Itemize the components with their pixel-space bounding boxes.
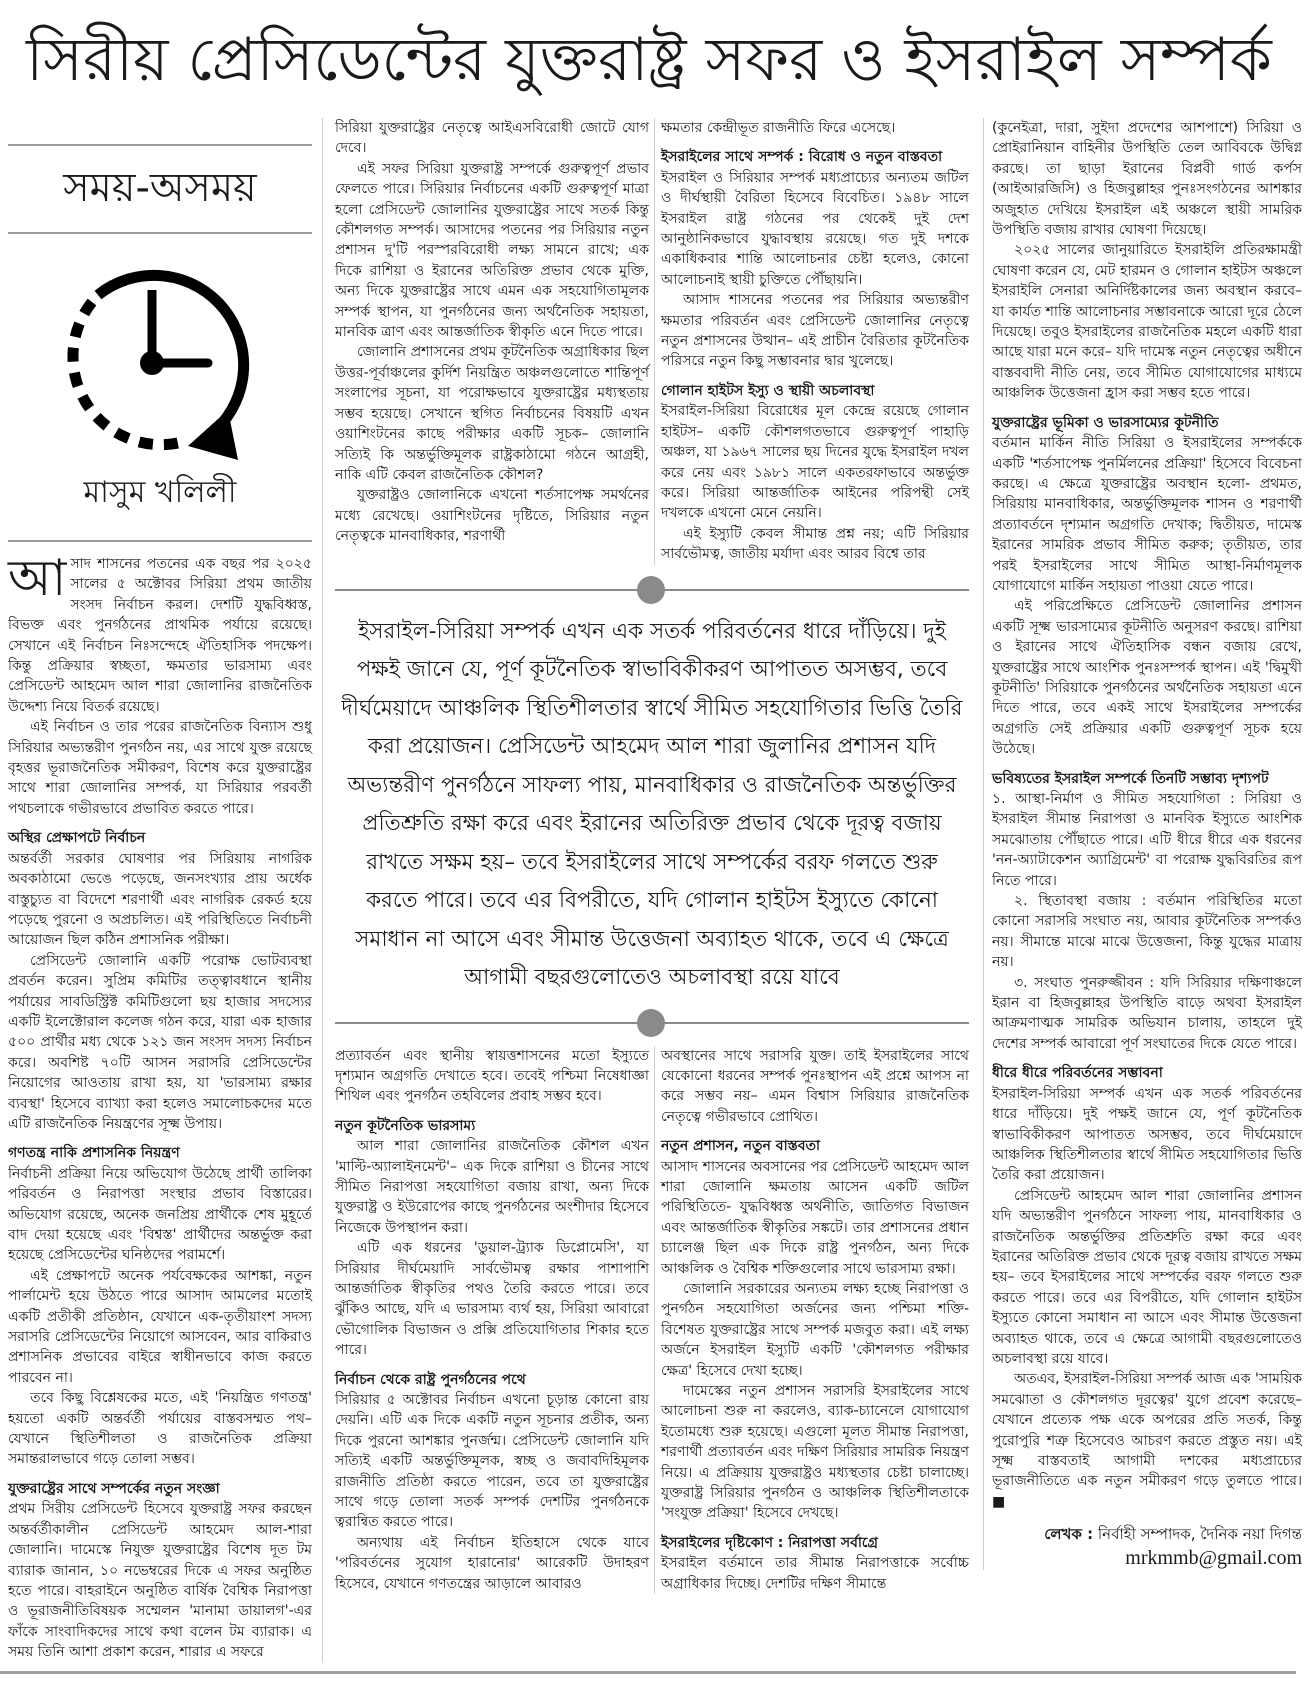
paragraph: সিরিয়া যুক্তরাষ্ট্রের নেতৃত্বে আইএসবিরোধী জোটে যোগ দেবে। (335, 120, 649, 157)
subheading: অস্থির প্রেক্ষাপটে নির্বাচন (8, 830, 146, 847)
left-column (8, 118, 323, 1663)
subheading: নতুন কূটনৈতিক ভারসাম্য (335, 1117, 476, 1134)
paragraph: ইসরাইল-সিরিয়া বিরোধের মূল কেন্দ্রে রয়েছে গোলান হাইটস– একটি কৌশলগতভাবে গুরুত্বপূর্ণ পাহাড়ি অঞ্চল, যা ১৯৬৭ সালের ছয় দিনের যুদ্ধে ইসরাইল দখল করে নেয় এবং ১৯৮১ সালে একতরফাভাবে অন্তর্ভুক্ত করে। সিরিয়া আন্তর্জাতিক আইনের পরিপন্থী সেই দখলকে এখনো মেনে নেয়নি। (661, 403, 969, 522)
article-body (0, 110, 1314, 1663)
paragraph: অবস্থানের সাথে সরাসরি যুক্ত। তাই ইসরাইলের সাথে যেকোনো ধরনের সম্পর্ক পুনঃস্থাপন এই প্রশ্নে আপস না করে সম্ভব নয়– এমন বিশ্বাস সিরিয়ার রাজনৈতিক নেতৃত্বে গভীরভাবে প্রোথিত। (661, 1047, 969, 1125)
drop-cap: আ (8, 549, 67, 607)
subheading: ইসরাইলের দৃষ্টিকোণ : নিরাপত্তা সর্বাগ্রে (661, 1534, 879, 1551)
paragraph: এটি এক ধরনের 'ডুয়াল-ট্র্যাক ডিপ্লোমেসি', যা সিরিয়ার দীর্ঘমেয়াদি সার্বভৌমত্ব রক্ষার পাশাপাশি আন্তর্জাতিক স্বীকৃতির পথও তৈরি করতে পারে। তবে ঝুঁকিও আছে, যদি এ ভারসাম্য ব্যর্থ হয়, সিরিয়া আবারো ভৌগোলিক বিভাজন ও প্রক্সি প্রতিযোগিতার শিকার হতে পারে। (335, 1240, 649, 1359)
paragraph: ক্ষমতার কেন্দ্রীভূত রাজনীতি ফিরে এসেছে। (661, 120, 896, 136)
author-rule (8, 540, 312, 542)
subheading: ইসরাইলের সাথে সম্পর্ক : বিরোধ ও নতুন বাস্তবতা (661, 149, 943, 166)
author-email[interactable]: mrkmmb@gmail.com (1125, 1547, 1302, 1570)
paragraph: তবে কিছু বিশ্লেষকের মতে, এই 'নিয়ন্ত্রিত গণতন্ত্র' হয়তো একটি অন্তর্বর্তী পর্যায়ের বাস্তবসম্মত পথ– যেখানে স্থিতিশীলতা ও রাজনৈতিক প্রক্রিয়া সমান্তরালভাবে গড়ে তোলা সম্ভব। (8, 1390, 312, 1468)
paragraph: দামেস্কের নতুন প্রশাসন সরাসরি ইসরাইলের সাথে আলোচনা শুরু না করলেও, ব্যাক-চ্যানেলে যোগাযোগ ইতোমধ্যে শুরু হয়েছে। এগুলো মূলত সীমান্ত নিরাপত্তা, শরণার্থী প্রত্যাবর্তন এবং দক্ষিণ সিরিয়ার সামরিক নিয়ন্ত্রণ নিয়ে। এ প্রক্রিয়ায় যুক্তরাষ্ট্রও মধ্যস্থতার চেষ্টা চালাচ্ছে। যুক্তরাষ্ট্র সিরিয়ার পুনর্গঠন ও আঞ্চলিক স্থিতিশীলতাকে 'সংযুক্ত প্রক্রিয়া' হিসেবে দেখছে। (661, 1383, 969, 1522)
subheading: ধীরে ধীরে পরিবর্তনের সম্ভাবনা (992, 1065, 1163, 1082)
paragraph: ২০২৫ সালের জানুয়ারিতে ইসরাইলি প্রতিরক্ষামন্ত্রী ঘোষণা করেন যে, মেট হারমন ও গোলান হাইটস অঞ্চলে ইসরাইলি সেনারা অনির্দিষ্টকালের জন্য অবস্থান করবে– যা কার্যত শান্তি আলোচনার সম্ভাবনাকে আরো দূরে ঠেলে দিয়েছে। তবুও ইসরাইলের রাজনৈতিক মহলে একটি ধারা আছে যারা মনে করে– যদি দামেস্ক নতুন নেতৃত্বের অধীনে বাস্তববাদী নীতি নেয়, তবে সীমিত যোগাযোগের মাধ্যমে আঞ্চলিক উত্তেজনা হ্রাস করা সম্ভব হতে পারে। (992, 242, 1302, 402)
byline-label: লেখক : (1044, 1525, 1094, 1544)
paragraph: ১. আস্থা-নির্মাণ ও সীমিত সহযোগিতা : সিরিয়া ও ইসরাইল সীমান্ত নিরাপত্তা ও মানবিক ইস্যুতে আংশিক সমঝোতায় পৌঁছাতে পারে। এটি ধীরে ধীরে এক ধরনের 'নন-অ্যাটাকেশন অ্যাগ্রিমেন্ট' বা পরোক্ষ যুদ্ধবিরতির রূপ নিতে পারে। (992, 791, 1302, 889)
headline: সিরীয় প্রেসিডেন্টের যুক্তরাষ্ট্র সফর ও ইসরাইল সম্পর্ক (26, 25, 1272, 95)
subheading: ভবিষ্যতের ইসরাইল সম্পর্কে তিনটি সম্ভাব্য দৃশ্যপট (992, 770, 1269, 787)
paragraph: ইসরাইল ও সিরিয়ার সম্পর্ক মধ্যপ্রাচ্যের অন্যতম জটিল ও দীর্ঘস্থায়ী বৈরিতা হিসেবে বিবেচিত। ১৯৪৮ সালে ইসরাইল রাষ্ট্র গঠনের পর থেকেই দুই দেশ আনুষ্ঠানিকভাবে যুদ্ধাবস্থায় রয়েছে। গত দুই দশকে একাধিকবার শান্তি আলোচনার চেষ্টা হলেও, কোনো আলোচনাই স্থায়ী চুক্তিতে পৌঁছায়নি। (661, 169, 969, 288)
paragraph: জোলানি সরকারের অন্যতম লক্ষ্য হচ্ছে নিরাপত্তা ও পুনর্গঠন সহযোগিতা অর্জনের জন্য পশ্চিমা শক্তি-বিশেষত যুক্তরাষ্ট্রের সাথে সম্পর্ক মজবুত করা। এই লক্ষ্য অর্জনে ইসরাইল ইস্যুটি একটি 'কৌশলগত পরীক্ষার ক্ষেত্র' হিসেবে দেখা হচ্ছে। (661, 1281, 969, 1379)
divider-dot (637, 1009, 665, 1037)
paragraph: আসাদ শাসনের পতনের পর সিরিয়ার অভ্যন্তরীণ ক্ষমতার পরিবর্তন এবং প্রেসিডেন্ট জোলানির নেতৃত্বে নতুন প্রশাসনের উত্থান– এই প্রাচীন বৈরিতার কূটনৈতিক পরিসরে নতুন কিছু সম্ভাবনার দ্বার খুলেছে। (661, 292, 969, 370)
paragraph: এই নির্বাচন ও তার পরের রাজনৈতিক বিন্যাস শুধু সিরিয়ার অভ্যন্তরীণ পুনর্গঠন নয়, এর সাথে যুক্ত রয়েছে বৃহত্তর ভূরাজনৈতিক সমীকরণ, বিশেষ করে যুক্তরাষ্ট্রের সাথে শারা জোলানির সম্পর্ক, যা সিরিয়ার পরবর্তী পথচলাকে গভীরভাবে প্রভাবিত করতে পারে। (8, 719, 312, 817)
pull-quote: ইসরাইল-সিরিয়া সম্পর্ক এখন এক সতর্ক পরিবর্তনের ধারে দাঁড়িয়ে। দুই পক্ষই জানে যে, পূর্ণ কূটনৈতিক স্বাভাবিকীকরণ আপাতত অসম্ভব, তবে দীর্ঘমেয়াদে আঞ্চলিক স্থিতিশীলতার স্বার্থে সীমিত সহযোগিতার ভিত্তি তৈরি করা প্রয়োজন। প্রেসিডেন্ট আহমেদ আল শারা জুলানির প্রশাসন যদি অভ্যন্তরীণ পুনর্গঠনে সাফল্য পায়, মানবাধিকার ও রাজনৈতিক অন্তর্ভুক্তির প্রতিশ্রুতি রক্ষা করে এবং ইরানের অতিরিক্ত প্রভাব থেকে দূরত্ব বজায় রাখতে সক্ষম হয়– তবে ইসরাইলের সাথে সম্পর্কের বরফ গলতে শুরু করতে পারে। তবে এর বিপরীতে, যদি গোলান হাইটস ইস্যুতে কোনো সমাধান না আসে এবং সীমান্ত উত্তেজনা অব্যাহত থাকে, তবে এ ক্ষেত্রে আগামী বছরগুলোতেও অচলাবস্থা রয়ে যাবে (341, 618, 963, 991)
paragraph: আল শারা জোলানির রাজনৈতিক কৌশল এখন 'মাল্টি-অ্যালাইনমেন্ট'– এক দিকে রাশিয়া ও চীনের সাথে সীমিত নিরাপত্তা সহযোগিতা বজায় রাখা, অন্য দিকে যুক্তরাষ্ট্র ও ইউরোপের কাছে পুনর্গঠনের অংশীদার হিসেবে নিজেকে উপস্থাপন করা। (335, 1138, 649, 1236)
paragraph: যুক্তরাষ্ট্রও জোলানিকে এখনো শর্তসাপেক্ষ সমর্থনের মধ্যে রেখেছে। ওয়াশিংটনের দৃষ্টিতে, সিরিয়ার নতুন নেতৃত্বকে মানবাধিকার, শরণার্থী (335, 487, 649, 545)
page-bottom-rule (0, 1671, 1296, 1674)
paragraph: অন্যথায় এই নির্বাচন ইতিহাসে থেকে যাবে 'পরিবর্তনের সুযোগ হারানোর' আরেকটি উদাহরণ হিসেবে, যেখানে গণতন্ত্রের আড়ালে আবারও (335, 1534, 649, 1592)
author-byline (992, 1522, 1302, 1570)
author-name: মাসুম খলিলী (83, 475, 237, 510)
paragraph: প্রত্যাবর্তন এবং স্থানীয় স্বায়ত্তশাসনের মতো ইস্যুতে দৃশ্যমান অগ্রগতি দেখাতে হবে। তবেই পশ্চিমা নিষেধাজ্ঞা শিথিল এবং পুনর্গঠন তহবিলের প্রবাহ সম্ভব হবে। (335, 1047, 649, 1105)
paragraph: অন্তর্বর্তী সরকার ঘোষণার পর সিরিয়ায় নাগরিক অবকাঠামো ভেঙে পড়েছে, জনসংখ্যার প্রায় অর্ধেক বাস্তুচ্যুত বা বিদেশে শরণার্থী এবং নাগরিক রেকর্ড হয়ে পড়েছে পুরনো ও অপ্রচলিত। এই পরিস্থিতিতে নির্বাচনী আয়োজন ছিল কঠিন প্রশাসনিক পরীক্ষা। (8, 850, 312, 949)
column-2-bottom (335, 1046, 649, 1595)
paragraph: সাদ শাসনের পতনের এক বছর পর ২০২৫ সালের ৫ অক্টোবর সিরিয়া প্রথম জাতীয় সংসদ নির্বাচন করল। দেশটি যুদ্ধবিধ্বস্ত, বিভক্ত এবং পুনর্গঠনের প্রাথমিক পর্যায়ে রয়েছে। সেখানে এই নির্বাচন নিঃসন্দেহে ঐতিহাসিক পদক্ষেপ। কিন্তু প্রক্রিয়ার স্বচ্ছতা, ক্ষমতার ভারসাম্য এবং প্রেসিডেন্ট আহমেদ আল শারা জোলানির রাজনৈতিক উদ্দেশ্য নিয়ে বিতর্ক রয়েছে। (8, 556, 312, 715)
byline-role: নির্বাহী সম্পাদক, দৈনিক নয়া দিগন্ত (1093, 1525, 1302, 1544)
clock-with-arrow-icon (60, 250, 260, 470)
subheading: যুক্তরাষ্ট্রের সাথে সম্পর্কের নতুন সংজ্ঞা (8, 1480, 220, 1497)
paragraph: সিরিয়ার ৫ অক্টোবর নির্বাচন এখনো চূড়ান্ত কোনো রায় দেয়নি। এটি এক দিকে একটি নতুন সূচনার প্রতীক, অন্য দিকে পুরনো আশঙ্কার পুনর্জন্ম। প্রেসিডেন্ট জোলানি যদি সত্যিই একটি অন্তর্ভুক্তিমূলক, স্বচ্ছ ও জবাবদিহিমূলক রাজনীতি প্রতিষ্ঠা করতে পারেন, তবে তা যুক্তরাষ্ট্রের সাথে গড়ে তোলা সতর্ক সম্পর্ক দেশটির পুনর্গঠনকে ত্বরান্বিত করতে পারে। (335, 1392, 649, 1531)
column-2-top (335, 118, 649, 565)
middle-columns (335, 118, 969, 1594)
divider-dot (637, 576, 665, 604)
paragraph: অতএব, ইসরাইল-সিরিয়া সম্পর্ক আজ এক 'সাময়িক সমঝোতা ও কৌশলগত দূরত্বের' যুগে প্রবেশ করেছে– যেখানে প্রত্যেক পক্ষ একে অপরের প্রতি সতর্ক, কিন্তু পুরোপুরি শত্রু হিসেবেও আচরণ করতে প্রস্তুত নয়। এই সূক্ষ্ম বাস্তবতাই আগামী দশকের মধ্যপ্রাচ্যের ভূরাজনীতিতে এক নতুন সমীকরণ গড়ে তুলতে পারে। ■ (992, 1371, 1302, 1510)
subheading: যুক্তরাষ্ট্রের ভূমিকা ও ভারসাম্যের কূটনীতি (992, 414, 1219, 431)
subheading: নতুন প্রশাসন, নতুন বাস্তবতা (661, 1138, 821, 1155)
paragraph: ৩. সংঘাত পুনরুজ্জীবন : যদি সিরিয়ার দক্ষিণাঞ্চলে ইরান বা হিজবুল্লাহর উপস্থিতি বাড়ে অথবা ইসরাইল আক্রমণাত্মক সামরিক অভিযান চালায়, তাহলে দুই দেশের সম্পর্ক আবারো পূর্ণ সংঘাতের দিকে যেতে পারে। (992, 974, 1302, 1052)
paragraph: জোলানি প্রশাসনের প্রথম কূটনৈতিক অগ্রাধিকার ছিল উত্তর-পূর্বাঞ্চলের কুর্দিশ নিয়ন্ত্রিত অঞ্চলগুলোতে শান্তিপূর্ণ সংলাপের সূচনা, যা পরোক্ষভাবে যুক্তরাষ্ট্রের মধ্যস্থতায় সম্ভব হয়েছে। সেখানে স্থগিত নির্বাচনের বিষয়টি এখন ওয়াশিংটনের কাছে পরীক্ষার একটি সূচক– জোলানি সত্যিই কি অন্তর্ভুক্তিমূলক রাষ্ট্রকাঠামো গঠনে আগ্রহী, নাকি এটি কেবল রাজনৈতিক কৌশল? (335, 344, 649, 483)
paragraph: এই ইস্যুটি কেবল সীমান্ত প্রশ্ন নয়; এটি সিরিয়ার সার্বভৌমত্ব, জাতীয় মর্যাদা এবং আরব বিশ্বে তার (661, 525, 969, 563)
paragraph: এই পরিপ্রেক্ষিতে প্রেসিডেন্ট জোলানির প্রশাসন একটি সূক্ষ্ম ভারসাম্যের কূটনীতি অনুসরণ করছে। রাশিয়া ও ইরানের সাথে ঐতিহাসিক বন্ধন বজায় রেখে, যুক্তরাষ্ট্রের সাথে আংশিক পুনঃসম্পর্ক স্থাপন। এই 'দ্বিমুখী কূটনীতি' সিরিয়াকে পুনর্গঠনের অর্থনৈতিক সহায়তা এনে দিতে পারে, তবে একই সাথে ইসরাইলের সম্পর্কের অগ্রগতি সেই প্রক্রিয়ার একটি গুরুত্বপূর্ণ সূচক হয়ে উঠেছে। (992, 598, 1302, 758)
column-1 (8, 549, 312, 1663)
paragraph: বর্তমান মার্কিন নীতি সিরিয়া ও ইসরাইলের সম্পর্ককে একটি 'শর্তসাপেক্ষ পুনর্মিলনের প্রক্রিয়া' হিসেবে বিবেচনা করছে। এ ক্ষেত্রে যুক্তরাষ্ট্রের অবস্থান হলো- প্রথমত, সিরিয়ায় মানবাধিকার, অন্তর্ভুক্তিমূলক শাসন ও শরণার্থী প্রত্যাবর্তনে দৃশ্যমান অগ্রগতি দেখাক; দ্বিতীয়ত, দামেস্ক ইরানের সামরিক প্রভাব সীমিত করুক; তৃতীয়ত, তার পরই ইসরাইলের সাথে সীমিত আস্থা-নির্মাণমূলক যোগাযোগে মার্কিন সহায়তা পাওয়া যেতে পারে। (992, 435, 1302, 594)
column-3-bottom (654, 1046, 969, 1595)
paragraph: আসাদ শাসনের অবসানের পর প্রেসিডেন্ট আহমেদ আল শারা জোলানি ক্ষমতায় আসেন একটি জটিল পরিস্থিতিতে- যুদ্ধবিধ্বস্ত অর্থনীতি, জাতিগত বিভাজন এবং আন্তর্জাতিক স্বীকৃতির সঙ্কটে। তার প্রশাসনের প্রধান চ্যালেঞ্জ ছিল এক দিকে রাষ্ট্র পুনর্গঠন, অন্য দিকে আঞ্চলিক ও বৈশ্বিক শক্তিগুলোর সাথে ভারসাম্য রক্ষা। (661, 1158, 969, 1277)
paragraph: ২. স্থিতাবস্থা বজায় : বর্তমান পরিস্থিতির মতো কোনো সরাসরি সংঘাত নয়, আবার কূটনৈতিক সম্পর্কও নয়। সীমান্তে মাঝে মাঝে উত্তেজনা, কিন্তু যুদ্ধের মাত্রায় নয়। (992, 893, 1302, 971)
paragraph: প্রেসিডেন্ট জোলানি একটি পরোক্ষ ভোটব্যবস্থা প্রবর্তন করেন। সুপ্রিম কমিটির তত্ত্বাবধানে স্থানীয় পর্যায়ের সাবডিস্ট্রিক্ট কমিটিগুলো ছয় হাজার সদস্যের একটি ইলেক্টোরাল কলেজ গঠন করে, যারা এক হাজার ৫০০ প্রার্থীর মধ্য থেকে ১২১ জন সংসদ সদস্য নির্বাচন করে। অবশিষ্ট ৭০টি আসন সরাসরি প্রেসিডেন্টের নিয়োগের আওতায় রাখা হয়, যা 'ভারসাম্য রক্ষার ব্যবস্থা' হিসেবে ব্যাখ্যা করা হলেও সমালোচকদের মতে এটি রাজনৈতিক নিয়ন্ত্রণের সূক্ষ্ম উপায়। (8, 952, 312, 1132)
subheading: গোলান হাইটস ইস্যু ও স্থায়ী অচলাবস্থা (661, 382, 875, 399)
right-column (983, 118, 1302, 1570)
section-rule-middle (8, 232, 312, 234)
paragraph: প্রথম সিরীয় প্রেসিডেন্ট হিসেবে যুক্তরাষ্ট্র সফর করছেন অন্তর্বর্তীকালীন প্রেসিডেন্ট আহমেদ আল-শারা জোলানি। দামেস্কে নিযুক্ত যুক্তরাষ্ট্রের বিশেষ দূত টম ব্যারাক জানান, ১০ নভেম্বরের দিকে এ সফর অনুষ্ঠিত হতে পারে। বাহরাইনে অনুষ্ঠিত বার্ষিক বৈশ্বিক নিরাপত্তা ও ভূরাজনীতিবিষয়ক সম্মেলন 'মানামা ডায়ালগ'-এর ফাঁকে সাংবাদিকদের সাথে কথা বলেন টম ব্যারাক। এ সময় তিনি আশা প্রকাশ করেন, শারার এ সফরে (8, 1501, 312, 1661)
paragraph: এই প্রেক্ষাপটে অনেক পর্যবেক্ষকের আশঙ্কা, নতুন পার্লামেন্ট হয়ে উঠতে পারে আসাদ আমলের মতোই একটি প্রতীকী প্রতিষ্ঠান, যেখানে এক-তৃতীয়াংশ সদস্য সরাসরি প্রেসিডেন্টের নিয়োগে আসবেন, আর বাকিরাও প্রশাসনিক প্রভাবের বাইরে স্বাধীনভাবে কাজ করতে পারবেন না। (8, 1267, 312, 1386)
column-3-top (654, 118, 969, 565)
quote-divider-bottom (335, 1022, 969, 1024)
paragraph: ইসরাইল-সিরিয়া সম্পর্ক এখন এক সতর্ক পরিবর্তনের ধারে দাঁড়িয়ে। দুই পক্ষই জানে যে, পূর্ণ কূটনৈতিক স্বাভাবিকীকরণ আপাতত অসম্ভব, তবে দীর্ঘমেয়াদে আঞ্চলিক স্থিতিশীলতার স্বার্থে সীমিত সহযোগিতার ভিত্তি তৈরি করা প্রয়োজন। (992, 1085, 1302, 1184)
column-4 (992, 118, 1302, 1512)
paragraph: নির্বাচনী প্রক্রিয়া নিয়ে অভিযোগ উঠেছে প্রার্থী তালিকা পরিবর্তন ও নিরাপত্তা সংস্থার প্রভাব বিস্তারের। অভিযোগ রয়েছে, অনেক জনপ্রিয় প্রার্থীকে শেষ মুহূর্তে বাদ দেয়া হয়েছে এবং 'বিশ্বস্ত' প্রার্থীদের অন্তর্ভুক্ত করা হয়েছে প্রেসিডেন্টের ঘনিষ্ঠদের পরামর্শে। (8, 1165, 312, 1264)
subheading: গণতন্ত্র নাকি প্রশাসনিক নিয়ন্ত্রণ (8, 1145, 180, 1162)
paragraph: ইসরাইল বর্তমানে তার সীমান্ত নিরাপত্তাকে সর্বোচ্চ অগ্রাধিকার দিচ্ছে। দেশটির দক্ষিণ সীমান্তে (661, 1555, 969, 1592)
section-name: সময়-অসময় (63, 165, 257, 211)
subheading: নির্বাচন থেকে রাষ্ট্র পুনর্গঠনের পথে (335, 1371, 526, 1388)
paragraph: এই সফর সিরিয়া যুক্তরাষ্ট্র সম্পর্কে গুরুত্বপূর্ণ প্রভাব ফেলতে পারে। সিরিয়ার নির্বাচনের একটি গুরুত্বপূর্ণ মাত্রা হলো প্রেসিডেন্ট জোলানির যুক্তরাষ্ট্রের সাথে সতর্ক কিন্তু কৌশলগত সম্পর্ক। আসাদের পতনের পর সিরিয়ার নতুন প্রশাসন দু'টি পরস্পরবিরোধী লক্ষ্য সামনে রাখে; এক দিকে রাশিয়া ও ইরানের অতিরিক্ত প্রভাব থেকে মুক্তি, অন্য দিকে যুক্তরাষ্ট্রের সাথে এমন এক সহযোগিতামূলক সম্পর্ক স্থাপন, যা পুনর্গঠনের জন্য অর্থনৈতিক সহায়তা, মানবিক ত্রাণ এবং আন্তর্জাতিক স্বীকৃতি এনে দিতে পারে। (335, 160, 649, 341)
quote-divider-top (335, 589, 969, 591)
paragraph: প্রেসিডেন্ট আহমেদ আল শারা জোলানির প্রশাসন যদি অভ্যন্তরীণ পুনর্গঠনে সাফল্য পায়, মানবাধিকার ও রাজনৈতিক অন্তর্ভুক্তির প্রতিশ্রুতি রক্ষা করে এবং ইরানের অতিরিক্ত প্রভাব থেকে দূরত্ব বজায় রাখতে সক্ষম হয়– তবে ইসরাইলের সাথে সম্পর্কের বরফ গলতে শুরু করতে পারে। তবে এর বিপরীতে, যদি গোলান হাইটস ইস্যুতে কোনো সমাধান না আসে এবং সীমান্ত উত্তেজনা অব্যাহত থাকে, তবে এ ক্ষেত্রে আগামী বছরগুলোতেও অচলাবস্থা রয়ে যাবে। (992, 1187, 1302, 1367)
paragraph: (কুনেইত্রা, দারা, সুইদা প্রদেশের আশপাশে) সিরিয়া ও প্রোইরানিয়ান বাহিনীর উপস্থিতি তেল আবিবকে উদ্বিগ্ন করছে। তা ছাড়া ইরানের বিপ্লবী গার্ড কর্পস (আইআরজিসি) ও হিজবুল্লাহর পুনঃসংগঠনের আশঙ্কার অজুহাত দেখিয়ে ইসরাইল এই অঞ্চলে স্থায়ী সামরিক উপস্থিতি বজায় রাখার ঘোষণা দিয়েছে। (992, 120, 1302, 239)
